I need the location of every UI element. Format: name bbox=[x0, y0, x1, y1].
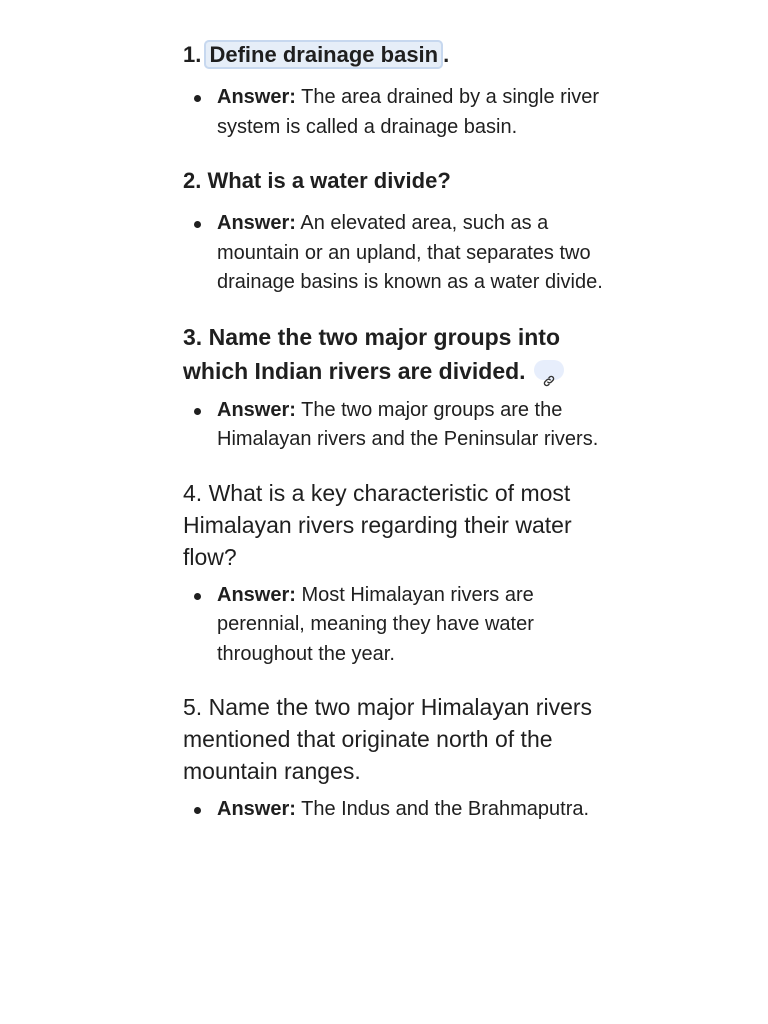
question-number: 2. bbox=[183, 168, 202, 193]
qa-list bbox=[183, 38, 603, 847]
answer-list-1 bbox=[183, 83, 603, 142]
list-item bbox=[183, 581, 603, 670]
list-item bbox=[183, 209, 603, 298]
answer-label: Answer: bbox=[217, 798, 296, 820]
question-3 bbox=[183, 320, 603, 388]
answer-list-4 bbox=[183, 581, 603, 670]
question-number: 3. bbox=[183, 323, 203, 350]
question-text: Name the two major groups into which Indian rivers are divided. bbox=[183, 323, 560, 384]
question-2 bbox=[183, 164, 603, 197]
question-number: 1. bbox=[183, 42, 202, 67]
question-1 bbox=[183, 38, 603, 71]
answer-list-5 bbox=[183, 795, 603, 825]
answer-label: Answer: bbox=[217, 86, 296, 108]
list-item bbox=[183, 396, 603, 455]
answer-label: Answer: bbox=[217, 212, 296, 234]
list-item bbox=[183, 795, 603, 825]
answer-text: The area drained by a single river system is called a drainage basin. bbox=[217, 86, 600, 138]
answer-label: Answer: bbox=[217, 398, 296, 421]
question-number: 5. bbox=[183, 694, 203, 720]
answer-text: The Indus and the Brahmaputra. bbox=[301, 798, 590, 820]
question-text: What is a water divide? bbox=[207, 168, 451, 193]
question-text: What is a key characteristic of most Himalayan rivers regarding their water flow? bbox=[183, 479, 572, 570]
list-item bbox=[183, 83, 603, 142]
answer-text: An elevated area, such as a mountain or an upland, that separates two drainage basins is known as a water divide. bbox=[217, 212, 603, 293]
highlighted-text[interactable]: Define drainage basin bbox=[204, 40, 443, 69]
question-number: 4. bbox=[183, 479, 203, 506]
answer-text: Most Himalayan rivers are perennial, meaning they have water throughout the year. bbox=[217, 583, 534, 665]
link-icon[interactable] bbox=[534, 360, 564, 380]
answer-list-2 bbox=[183, 209, 603, 298]
answer-list-3 bbox=[183, 396, 603, 455]
question-text: Name the two major Himalayan rivers mentioned that originate north of the mountain ranges. bbox=[183, 694, 593, 784]
question-4 bbox=[183, 477, 603, 573]
question-punctuation: . bbox=[443, 42, 450, 67]
question-5 bbox=[183, 691, 603, 787]
answer-label: Answer: bbox=[217, 583, 296, 606]
answer-text: The two major groups are the Himalayan rivers and the Peninsular rivers. bbox=[217, 398, 599, 450]
